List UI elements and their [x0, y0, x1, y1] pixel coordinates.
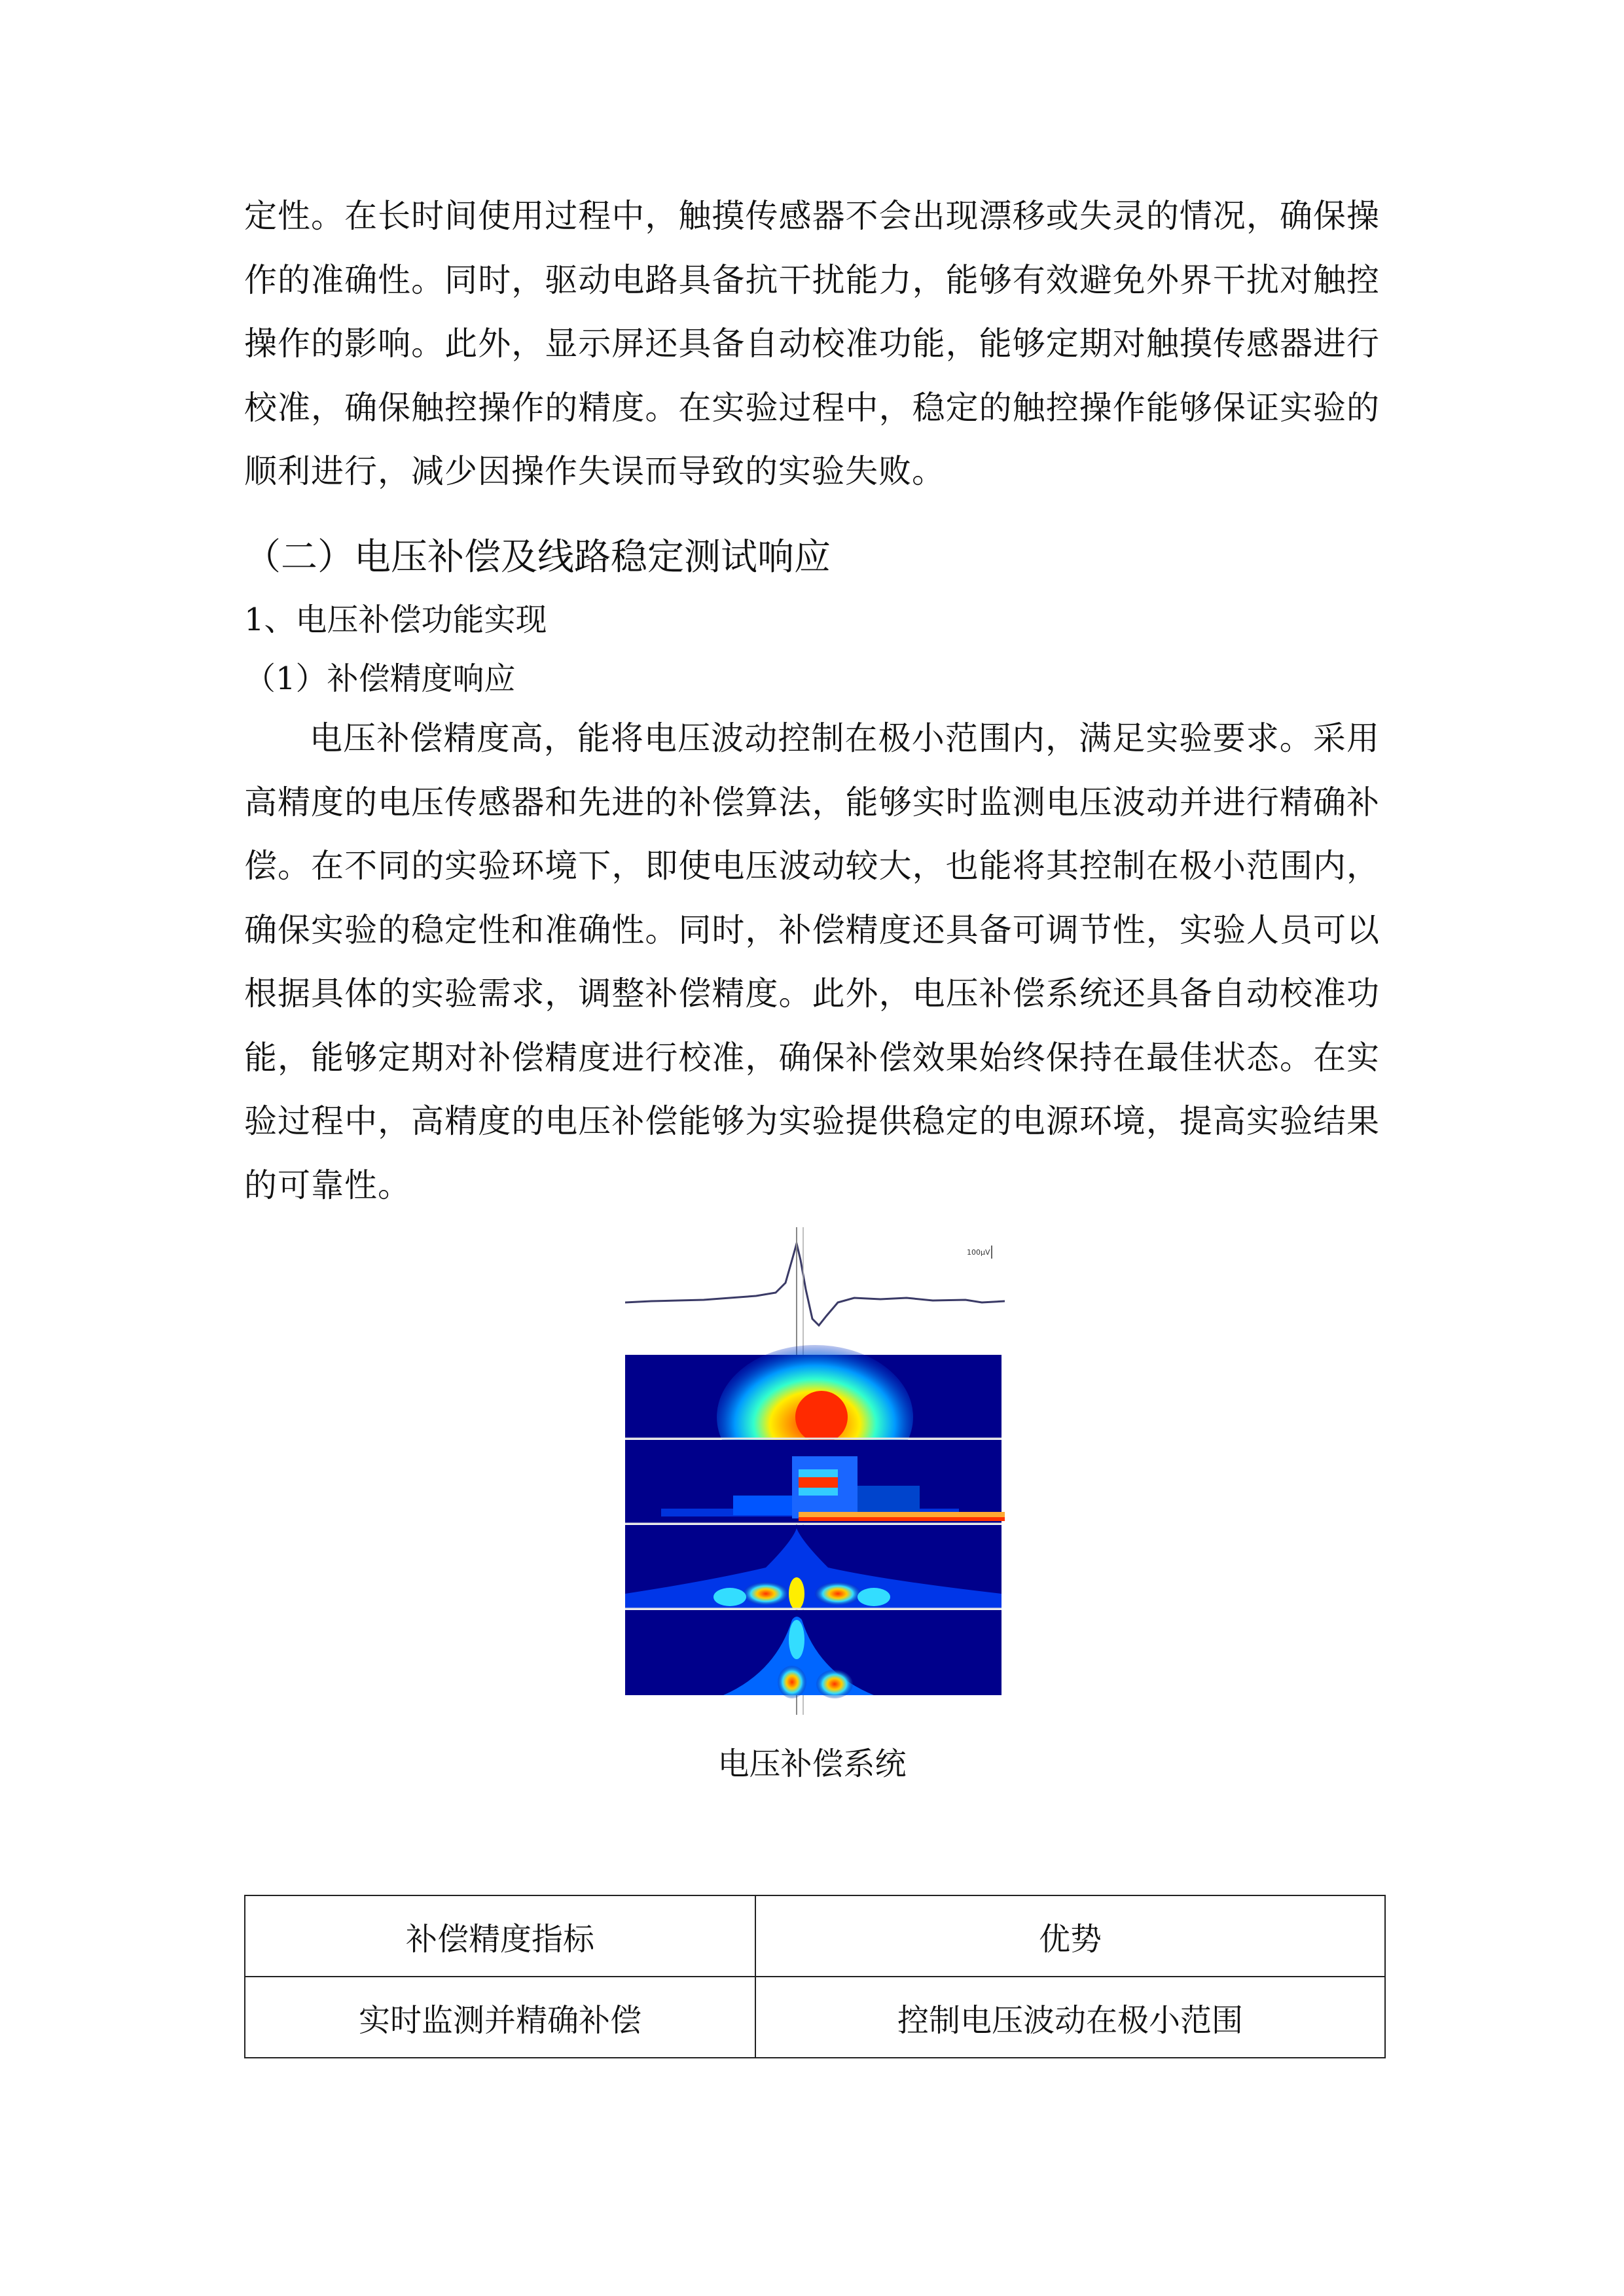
section-heading: （二）电压补偿及线路稳定测试响应: [244, 536, 831, 579]
voltage-compensation-figure: [625, 1227, 1005, 1715]
spectrogram-panel-3: [625, 1525, 1001, 1610]
paragraph-continued: 定性。在长时间使用过程中，触摸传感器不会出现漂移或失灵的情况，确保操作的准确性。同时，驱动电路具备抗干扰能力，能够有效避免外界干扰对触控操作的影响。此外，显示屏还具备自动校准功能，能够定期对触摸传感器进行校准，确保触控操作的精度。在实验过程中，稳定的触控操作能够保证实验的顺利进行，减少因操作失误而导致的实验失败。: [244, 197, 1380, 490]
table-row: [245, 1977, 1385, 2058]
spectrogram-panel-4: [625, 1610, 1001, 1698]
table-header-row: [245, 1895, 1385, 1977]
table-header-cell: 优势: [755, 1895, 1385, 1977]
table-cell: 实时监测并精确补偿: [245, 1977, 755, 2058]
spectrogram-panel-2: [625, 1440, 1005, 1524]
subheading-2: （1）补偿精度响应: [244, 660, 516, 697]
paragraph-compensation: 电压补偿精度高，能将电压波动控制在极小范围内，满足实验要求。采用高精度的电压传感器和先进的补偿算法，能够实时监测电压波动并进行精确补偿。在不同的实验环境下，即使电压波动较大，也能将其控制在极小范围内，确保实验的稳定性和准确性。同时，补偿精度还具备可调节性，实验人员可以根据具体的实验需求，调整补偿精度。此外，电压补偿系统还具备自动校准功能，能够定期对补偿精度进行校准，确保补偿效果始终保持在最佳状态。在实验过程中，高精度的电压补偿能够为实验提供稳定的电源环境，提高实验结果的可靠性。: [244, 719, 1380, 1204]
scale-label: 100μV: [967, 1248, 990, 1257]
table-cell: 控制电压波动在极小范围: [755, 1977, 1385, 2058]
subheading-1: 1、电压补偿功能实现: [244, 601, 547, 638]
compensation-table: [244, 1895, 1386, 2058]
table-header-cell: 补偿精度指标: [245, 1895, 755, 1977]
figure-caption: 电压补偿系统: [717, 1746, 907, 1782]
